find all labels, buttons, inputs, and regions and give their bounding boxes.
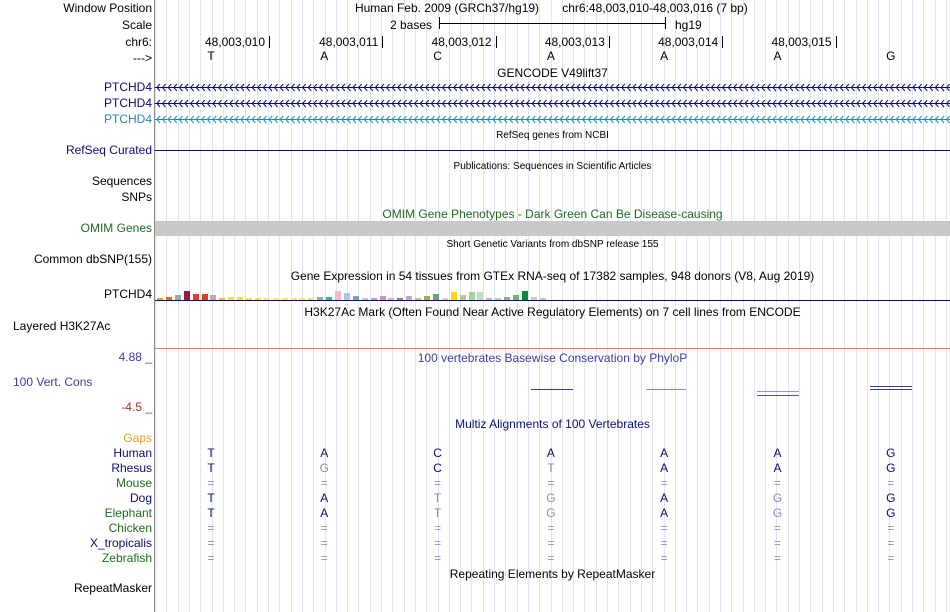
scale-bar-label: 2 bases [390,18,433,32]
gtex-tissue-bar[interactable] [469,292,475,300]
alignment-base[interactable]: A [773,461,782,475]
alignment-base[interactable]: = [320,521,328,535]
gtex-tissue-bar[interactable] [184,291,190,300]
gencode-track-title[interactable]: GENCODE V49lift37 [497,66,608,80]
alignment-base[interactable]: = [773,476,781,490]
alignment-base[interactable]: A [660,446,669,460]
label-scale: Scale [121,18,152,32]
alignment-base[interactable]: = [773,551,781,565]
alignment-base[interactable]: T [547,461,555,475]
publications-track-title[interactable]: Publications: Sequences in Scientific Articles [453,161,652,172]
alignment-base[interactable]: A [320,506,329,520]
dbsnp-track-title[interactable]: Short Genetic Variants from dbSNP release 155 [446,239,659,250]
alignment-base[interactable]: T [207,446,215,460]
label-gencode-ptchd4-1[interactable]: PTCHD4 [103,80,152,94]
label-cons-min: -4.5 _ [121,400,152,414]
alignment-base[interactable]: A [320,446,329,460]
position-tick-label: 48,003,010 [204,35,265,49]
alignment-base[interactable]: G [886,491,896,505]
alignment-base[interactable]: = [207,536,215,550]
alignment-base[interactable]: = [773,536,781,550]
label-layered-h3k27ac[interactable]: Layered H3K27Ac [13,319,111,333]
alignment-base[interactable]: A [773,446,782,460]
alignment-base[interactable]: = [660,476,668,490]
reference-base[interactable]: A [660,49,669,63]
alignment-base[interactable]: = [547,536,555,550]
label-strand-arrow: ---> [133,51,152,65]
alignment-base[interactable]: G [886,506,896,520]
label-repeatmasker[interactable]: RepeatMasker [73,581,152,595]
alignment-base[interactable]: A [660,491,669,505]
label-species-human[interactable]: Human [113,446,152,460]
alignment-base[interactable]: = [660,536,668,550]
gtex-tissue-bar[interactable] [335,291,341,300]
strand-chevrons-path [157,84,950,91]
track-image-area[interactable] [155,0,950,612]
label-window-position: Window Position [63,1,152,15]
phylop-track-title[interactable]: 100 vertebrates Basewise Conservation by PhyloP [417,351,688,365]
h3k27ac-track-title[interactable]: H3K27Ac Mark (Often Found Near Active Regulatory Elements) on 7 cell lines from ENCODE [304,305,801,319]
alignment-base[interactable]: = [660,551,668,565]
alignment-base[interactable]: G [772,491,783,505]
label-species-chicken[interactable]: Chicken [108,521,152,535]
phylop-mark-2[interactable] [646,389,686,390]
assembly-label: Human Feb. 2009 (GRCh37/hg19) [354,1,540,15]
reference-base[interactable]: A [546,49,555,63]
alignment-base[interactable]: C [433,461,442,475]
position-tick-label: 48,003,013 [544,35,605,49]
scale-bar-right-tick [665,17,666,29]
alignment-base[interactable]: = [547,521,555,535]
label-species-rhesus[interactable]: Rhesus [111,461,152,475]
label-gtex-ptchd4[interactable]: PTCHD4 [103,287,152,301]
alignment-base[interactable]: A [320,491,329,505]
track-labels-panel [0,0,155,612]
alignment-base[interactable]: = [207,476,215,490]
alignment-base[interactable]: = [547,476,555,490]
alignment-base[interactable]: A [660,461,669,475]
position-tick [496,36,497,48]
label-gencode-ptchd4-3[interactable]: PTCHD4 [103,112,152,126]
alignment-base[interactable]: G [319,461,329,475]
alignment-base[interactable]: = [547,551,555,565]
strand-chevrons-path [157,100,950,107]
alignment-base[interactable]: = [434,521,442,535]
label-omim-genes[interactable]: OMIM Genes [80,221,152,235]
alignment-base[interactable]: G [546,491,556,505]
position-tick [722,36,723,48]
strand-chevron-row [155,83,950,92]
alignment-base[interactable]: = [887,521,895,535]
repeatmasker-track-title[interactable]: Repeating Elements by RepeatMasker [449,567,656,581]
position-tick [609,36,610,48]
phylop-mark-4[interactable] [870,386,912,390]
label-sequences[interactable]: Sequences [91,174,152,188]
strand-chevrons-path [157,116,950,123]
label-species-mouse[interactable]: Mouse [115,476,152,490]
gtex-expression-bars[interactable] [155,284,555,300]
gtex-tissue-bar[interactable] [522,291,528,300]
position-tick-label: 48,003,011 [319,35,379,49]
position-tick-label: 48,003,012 [431,35,492,49]
gtex-track-title[interactable]: Gene Expression in 54 tissues from GTEx RNA-seq of 17382 samples, 948 donors (V8, Aug 2019) [290,269,815,283]
alignment-base[interactable]: G [546,506,556,520]
alignment-base[interactable]: = [320,476,328,490]
label-gaps[interactable]: Gaps [123,431,152,445]
label-refseq-curated[interactable]: RefSeq Curated [65,143,152,157]
label-chrom: chr6: [125,35,152,49]
reference-base[interactable]: A [773,49,782,63]
phylop-mark-3[interactable] [757,391,799,396]
omim-gene-bar[interactable] [155,221,950,236]
alignment-base[interactable]: A [660,506,669,520]
omim-track-title[interactable]: OMIM Gene Phenotypes - Dark Green Can Be Disease-causing [382,207,723,221]
alignment-base[interactable]: G [772,506,783,520]
h3k27ac-signal-line[interactable] [155,348,950,349]
gtex-baseline [155,300,950,301]
alignment-base[interactable]: C [433,446,442,460]
reference-base[interactable]: T [207,49,215,63]
alignment-base[interactable]: = [207,551,215,565]
position-tick [269,36,270,48]
position-tick [382,36,383,48]
alignment-base[interactable]: = [773,521,781,535]
gtex-tissue-bar[interactable] [477,292,483,300]
phylop-mark-1[interactable] [531,389,573,390]
label-gencode-ptchd4-2[interactable]: PTCHD4 [103,96,152,110]
scale-bar [439,23,665,24]
position-tick-label: 48,003,014 [658,35,719,49]
gtex-tissue-bar[interactable] [451,292,457,300]
strand-chevron-row [155,99,950,108]
alignment-base[interactable]: = [887,551,895,565]
alignment-base[interactable]: T [433,506,442,520]
alignment-base[interactable]: = [207,521,215,535]
label-cons-max: 4.88 _ [118,350,152,364]
multiz-track-title[interactable]: Multiz Alignments of 100 Vertebrates [455,417,650,431]
position-label: chr6:48,003,010-48,003,016 (7 bp) [562,1,748,15]
alignment-base[interactable]: G [886,461,896,475]
scale-db-label: hg19 [675,18,702,32]
alignment-base[interactable]: T [207,461,215,475]
alignment-base[interactable]: = [887,476,895,490]
refseq-gene-line[interactable] [155,150,950,151]
refseq-track-title[interactable]: RefSeq genes from NCBI [496,130,609,141]
position-tick-label: 48,003,015 [771,35,832,49]
label-species-dog[interactable]: Dog [129,491,152,505]
label-species-elephant[interactable]: Elephant [104,506,152,520]
label-common-dbsnp[interactable]: Common dbSNP(155) [33,252,152,266]
label-species-x-tropicalis[interactable]: X_tropicalis [89,536,152,550]
reference-base[interactable]: G [886,49,896,63]
alignment-base[interactable]: = [660,521,668,535]
alignment-base[interactable]: = [434,551,442,565]
alignment-base[interactable]: T [207,506,215,520]
label-snps[interactable]: SNPs [121,190,152,204]
alignment-base[interactable]: = [887,536,895,550]
position-tick [836,36,837,48]
reference-base[interactable]: A [320,49,329,63]
alignment-base[interactable]: A [546,446,555,460]
alignment-base[interactable]: = [434,536,442,550]
reference-base[interactable]: C [433,49,442,63]
alignment-base[interactable]: G [886,446,896,460]
alignment-base[interactable]: = [320,551,328,565]
alignment-base[interactable]: = [434,476,442,490]
alignment-base[interactable]: T [433,491,442,505]
alignment-base[interactable]: = [320,536,328,550]
label-100-vert-cons[interactable]: 100 Vert. Cons [13,375,93,389]
gtex-tissue-bar[interactable] [344,293,350,300]
alignment-base[interactable]: T [207,491,215,505]
strand-chevron-row [155,115,950,124]
label-species-zebrafish[interactable]: Zebrafish [101,551,152,565]
